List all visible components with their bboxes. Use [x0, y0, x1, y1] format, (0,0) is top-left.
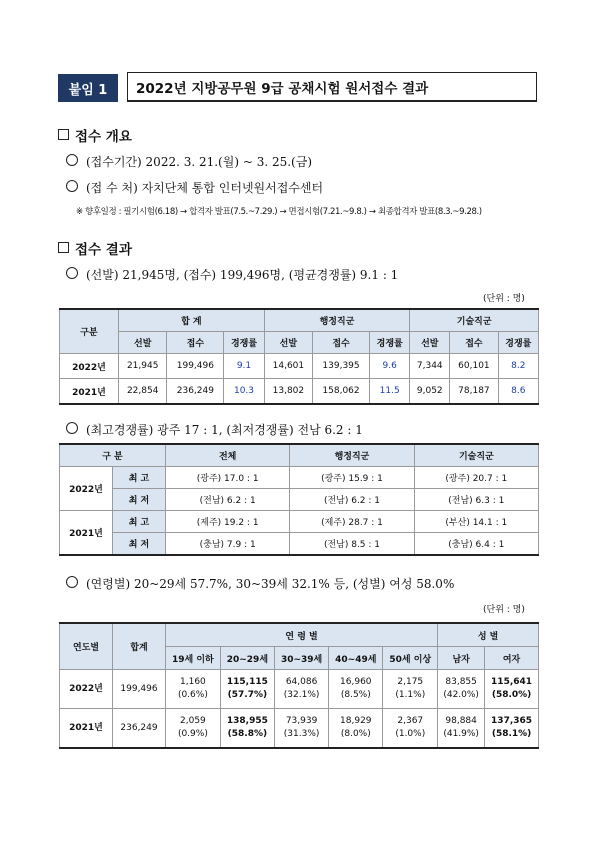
table-cell: 78,187 [450, 379, 498, 405]
table-cell: 18,929 (8.0%) [329, 709, 383, 749]
table-row [60, 709, 539, 749]
table-cell: (광주) 17.0 : 1 [166, 467, 290, 489]
table-row [60, 489, 539, 511]
competition-table [59, 443, 539, 556]
schedule-note: ※ 향후일정 : 필기시험(6.18) → 합격자 발표(7.5.~7.29.) → 면접시험(7.21.~9.8.) → 최종합격자 발표(8.3.~9.28.) [76, 207, 482, 217]
table-cell: 137,365 (58.1%) [485, 709, 539, 749]
table-cell: 199,496 [113, 670, 166, 709]
page-title: 2022년 지방공무원 9급 공채시험 원서접수 결과 [127, 72, 537, 102]
header-sub: 선발 [264, 332, 312, 354]
table-cell: 73,939 (31.3%) [274, 709, 328, 749]
table-cell: (충남) 7.9 : 1 [166, 533, 290, 556]
header-age-group: 30~39세 [274, 647, 328, 670]
header-gubun: 구 분 [60, 444, 166, 467]
square-bullet-icon [58, 129, 69, 140]
circle-bullet-icon [66, 180, 78, 192]
circle-bullet-icon [66, 422, 78, 434]
header-admin: 행정직군 [264, 309, 410, 332]
period-line: (접수기간) 2022. 3. 21.(월) ~ 3. 25.(금) [66, 153, 312, 170]
circle-bullet-icon [66, 267, 78, 279]
table-cell: 236,249 [113, 709, 166, 749]
table-cell: 115,115 (57.7%) [220, 670, 274, 709]
table-cell: 22,854 [119, 379, 167, 405]
table-row [60, 533, 539, 556]
age-sex-table [59, 622, 539, 749]
table-cell: 2,175 (1.1%) [383, 670, 438, 709]
header-sub: 접수 [450, 332, 498, 354]
header-total: 합계 [113, 623, 166, 670]
table-row [60, 354, 539, 379]
table-row [60, 379, 539, 405]
header-year: 연도별 [60, 623, 113, 670]
header-tech: 기술직군 [414, 444, 538, 467]
header-age: 연 령 별 [166, 623, 438, 647]
row-kind: 최 고 [113, 467, 166, 489]
table-cell: 115,641 (58.0%) [485, 670, 539, 709]
table-cell: (제주) 19.2 : 1 [166, 511, 290, 533]
table-cell: (전남) 6.2 : 1 [290, 489, 414, 511]
table-cell: 9.6 [370, 354, 410, 379]
table-cell: (제주) 28.7 : 1 [290, 511, 414, 533]
circle-bullet-icon [66, 154, 78, 166]
table-cell: 64,086 (32.1%) [274, 670, 328, 709]
table-cell: (광주) 15.9 : 1 [290, 467, 414, 489]
table-cell: (광주) 20.7 : 1 [414, 467, 538, 489]
place-line: (접 수 처) 자치단체 통합 인터넷원서접수센터 [66, 179, 323, 196]
table-cell: 98,884 (41.9%) [438, 709, 485, 749]
table-cell: 7,344 [410, 354, 450, 379]
table-cell: 8.6 [498, 379, 538, 405]
table-cell: 1,160 (0.6%) [166, 670, 221, 709]
section1-heading: 접수 개요 [58, 125, 132, 145]
table-row [60, 511, 539, 533]
header-age-group: 50세 이상 [383, 647, 438, 670]
table-cell: 10.3 [224, 379, 264, 405]
header-age-group: 20~29세 [220, 647, 274, 670]
row-year: 2022년 [60, 670, 113, 709]
table-cell: 199,496 [167, 354, 224, 379]
table-cell: 11.5 [370, 379, 410, 405]
header-sub: 선발 [410, 332, 450, 354]
table-cell: 138,955 (58.8%) [220, 709, 274, 749]
table-cell: 9,052 [410, 379, 450, 405]
header-sub: 경쟁률 [498, 332, 538, 354]
header-age-group: 40~49세 [329, 647, 383, 670]
header-admin: 행정직군 [290, 444, 414, 467]
header-sub: 경쟁률 [370, 332, 410, 354]
header-gubun: 구분 [60, 309, 119, 354]
row-kind: 최 저 [113, 533, 166, 556]
row-year: 2021년 [60, 379, 119, 405]
row-year: 2022년 [60, 354, 119, 379]
row-kind: 최 저 [113, 489, 166, 511]
header-sub: 접수 [313, 332, 370, 354]
header-all: 전체 [166, 444, 290, 467]
header-sub: 선발 [119, 332, 167, 354]
header-sex: 성 별 [438, 623, 539, 647]
header-sex-group: 여자 [485, 647, 539, 670]
header-sub: 접수 [167, 332, 224, 354]
table-cell: 8.2 [498, 354, 538, 379]
table-cell: 2,059 (0.9%) [166, 709, 221, 749]
square-bullet-icon [58, 242, 69, 253]
table-row [60, 670, 539, 709]
table-row [60, 467, 539, 489]
header-age-group: 19세 이하 [166, 647, 221, 670]
table-cell: (전남) 6.3 : 1 [414, 489, 538, 511]
table-cell: 16,960 (8.5%) [329, 670, 383, 709]
result-table [59, 308, 539, 405]
row-year: 2021년 [60, 511, 113, 556]
table-cell: 14,601 [264, 354, 312, 379]
table-cell: 9.1 [224, 354, 264, 379]
table-cell: 21,945 [119, 354, 167, 379]
table-cell: 2,367 (1.0%) [383, 709, 438, 749]
summary2-line: (최고경쟁률) 광주 17 : 1, (최저경쟁률) 전남 6.2 : 1 [66, 421, 363, 438]
unit-label: (단위 : 명) [483, 294, 525, 304]
header-sub: 경쟁률 [224, 332, 264, 354]
row-kind: 최 고 [113, 511, 166, 533]
table-cell: 139,395 [313, 354, 370, 379]
table-cell: 60,101 [450, 354, 498, 379]
row-year: 2021년 [60, 709, 113, 749]
unit-label: (단위 : 명) [483, 605, 525, 615]
header-sex-group: 남자 [438, 647, 485, 670]
table-cell: 13,802 [264, 379, 312, 405]
summary3-line: (연령별) 20~29세 57.7%, 30~39세 32.1% 등, (성별) 여성 58.0% [66, 575, 454, 592]
circle-bullet-icon [66, 576, 78, 588]
table-cell: (충남) 6.4 : 1 [414, 533, 538, 556]
section2-heading: 접수 결과 [58, 238, 132, 258]
row-year: 2022년 [60, 467, 113, 511]
table-cell: 236,249 [167, 379, 224, 405]
table-cell: 158,062 [313, 379, 370, 405]
table-cell: (전남) 6.2 : 1 [166, 489, 290, 511]
table-cell: (전남) 8.5 : 1 [290, 533, 414, 556]
table-cell: 83,855 (42.0%) [438, 670, 485, 709]
header-tech: 기술직군 [410, 309, 539, 332]
header-total: 합 계 [119, 309, 265, 332]
table-cell: (부산) 14.1 : 1 [414, 511, 538, 533]
attachment-tag: 붙임 1 [58, 74, 118, 102]
summary-line: (선발) 21,945명, (접수) 199,496명, (평균경쟁률) 9.1 : 1 [66, 266, 398, 283]
